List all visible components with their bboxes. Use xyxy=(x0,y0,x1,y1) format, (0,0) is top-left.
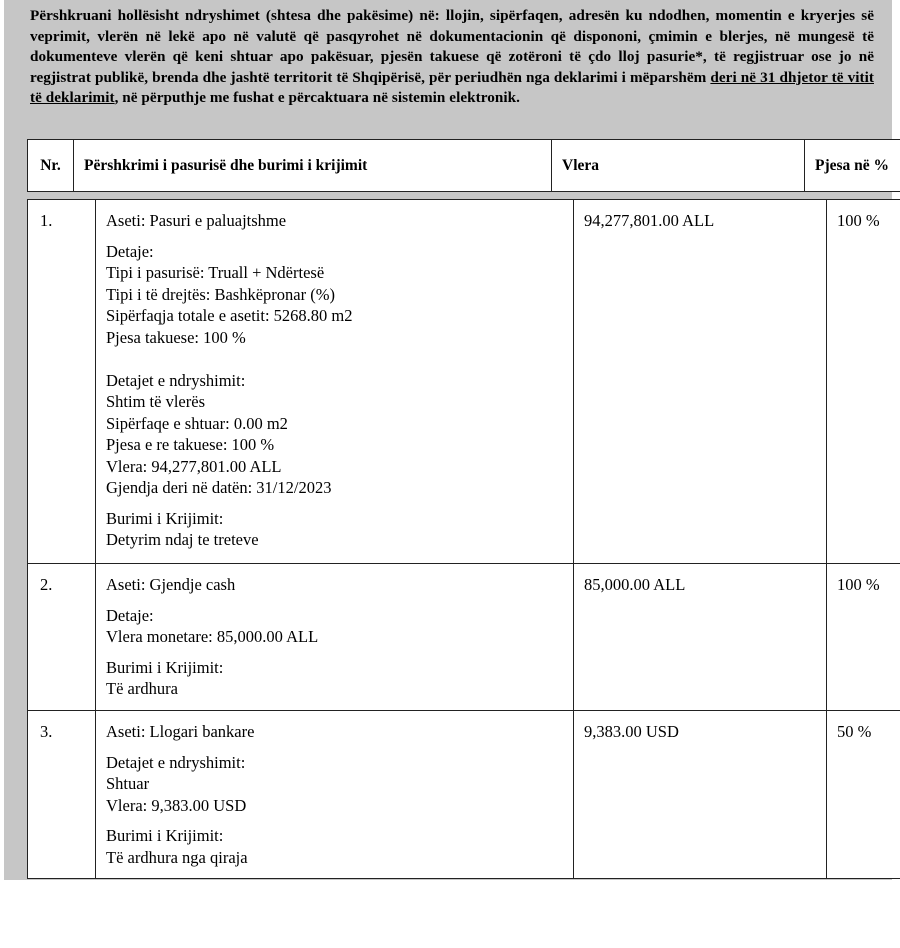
source-title: Burimi i Krijimit: xyxy=(106,826,224,845)
header-share: Pjesa në % xyxy=(805,140,900,192)
row-value: 85,000.00 ALL xyxy=(574,564,827,711)
detail-line: Tipi i pasurisë: Truall + Ndërtesë xyxy=(106,263,325,282)
change-line: Gjendja deri në datën: 31/12/2023 xyxy=(106,478,332,497)
change-line: Shtuar xyxy=(106,774,150,793)
row-description xyxy=(96,711,574,879)
details-title: Detaje: xyxy=(106,605,154,625)
instructions-deadline: deri në 31 dhjetor të vitit të deklarimit xyxy=(30,68,874,106)
change-line: Sipërfaqe e shtuar: 0.00 m2 xyxy=(106,413,288,433)
detail-line: Vlera monetare: 85,000.00 ALL xyxy=(106,627,319,646)
row-nr: 1. xyxy=(28,200,96,564)
change-line: Shtim të vlerës xyxy=(106,392,205,411)
row-description xyxy=(96,200,574,564)
row-nr: 3. xyxy=(28,711,96,879)
table-row xyxy=(28,711,900,879)
source-value: Të ardhura nga qiraja xyxy=(106,847,248,867)
table-header xyxy=(27,139,900,192)
change-title: Detajet e ndryshimit: xyxy=(106,752,246,772)
header-nr: Nr. xyxy=(28,140,74,192)
change-line: Vlera: 9,383.00 USD xyxy=(106,795,247,815)
row-nr: 2. xyxy=(28,564,96,711)
row-description xyxy=(96,564,574,711)
row-value: 94,277,801.00 ALL xyxy=(574,200,827,564)
row-share: 100 % xyxy=(827,564,900,711)
asset-type: Aseti: Pasuri e paluajtshme xyxy=(106,211,287,230)
source-value: Detyrim ndaj te treteve xyxy=(106,530,259,549)
table-row xyxy=(28,200,900,564)
table-row xyxy=(28,564,900,711)
header-description: Përshkrimi i pasurisë dhe burimi i krijimit xyxy=(74,140,552,192)
document-page xyxy=(4,0,892,880)
source-value: Të ardhura xyxy=(106,679,178,698)
source-title: Burimi i Krijimit: xyxy=(106,657,224,677)
instructions-text: Përshkruani hollësisht ndryshimet (shtesa dhe pakësime) në: llojin, sipërfaqen, adresën ku ndodhen, momentin e kryerjes së veprimit, vlerën në lekë apo në valutë që pasqyrohet në dokumentacionin që dispononi, çmimin e blerjes, në mungesë të dokumenteve vlerën që keni shtuar apo pakësuar, pjesën takuese që zotëroni të çdo lloj pasurie*, të regjistruar ose jo në regjistrat publikë, brenda dhe jashtë territorit të Shqipërisë, për periudhën nga deklarimi i mëparshëm xyxy=(30,7,874,86)
row-share: 50 % xyxy=(827,711,900,879)
detail-line: Sipërfaqja totale e asetit: 5268.80 m2 xyxy=(106,306,353,325)
source-title: Burimi i Krijimit: xyxy=(106,508,224,528)
instructions-text-end: , në përputhje me fushat e përcaktuara në sistemin elektronik. xyxy=(114,89,521,106)
instructions-paragraph xyxy=(30,6,874,109)
detail-line: Tipi i të drejtës: Bashkëpronar (%) xyxy=(106,284,335,304)
change-line: Vlera: 94,277,801.00 ALL xyxy=(106,456,282,476)
detail-line: Pjesa takuese: 100 % xyxy=(106,327,246,347)
change-line: Pjesa e re takuese: 100 % xyxy=(106,435,275,454)
row-share: 100 % xyxy=(827,200,900,564)
row-value: 9,383.00 USD xyxy=(574,711,827,879)
header-value: Vlera xyxy=(552,140,805,192)
details-title: Detaje: xyxy=(106,241,154,261)
asset-type: Aseti: Llogari bankare xyxy=(106,722,255,741)
change-title: Detajet e ndryshimit: xyxy=(106,370,246,390)
asset-type: Aseti: Gjendje cash xyxy=(106,575,236,594)
assets-table xyxy=(27,199,900,879)
